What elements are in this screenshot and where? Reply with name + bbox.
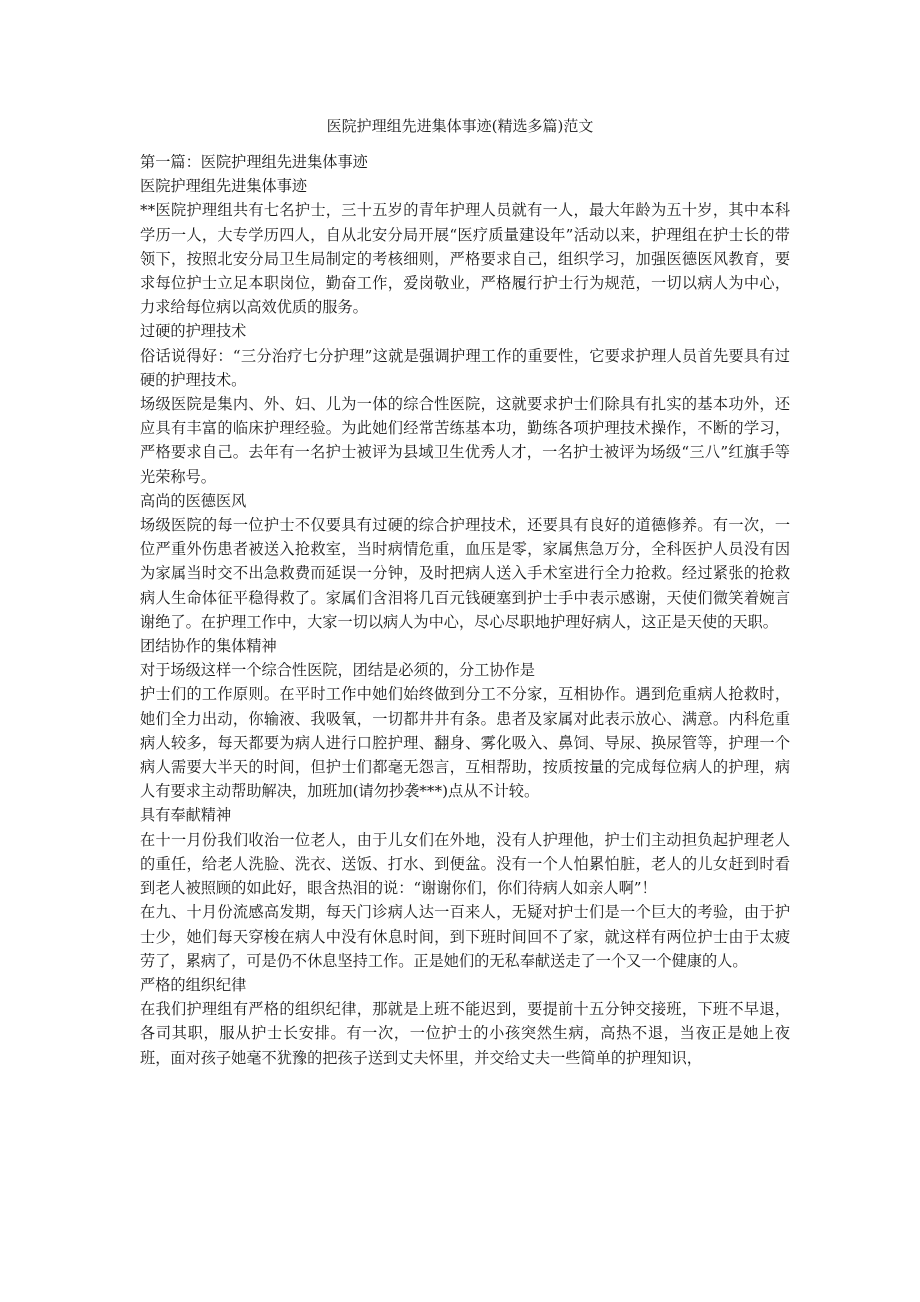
section-heading: 严格的组织纪律: [140, 975, 247, 994]
document-title: 医院护理组先进集体事迹(精选多篇)范文: [326, 117, 594, 135]
body-line: 对于场级这样一个综合性医院，团结是必须的，分工协作是: [140, 661, 535, 680]
body-paragraph: **医院护理组共有七名护士，三十五岁的青年护理人员就有一人，最大年龄为五十岁，其中本科学历一人，大专学历四人，自从北安分局开展“医疗质量建设年”活动以来，护理组在护士长的带领下，按照北安分局卫生局制定的考核细则，严格要求自己，组织学习，加强医德医风教育，要求每位护士立足本职岗位，勤奋工作，爱岗敬业，严格履行护士行为规范，一切以病人为中心，力求给每位病以高效优质的服务。: [140, 201, 790, 317]
section-heading: 具有奉献精神: [140, 806, 232, 825]
body-paragraph: 在十一月份我们收治一位老人，由于儿女们在外地，没有人护理他，护士们主动担负起护理老人的重任，给老人洗脸、洗衣、送饭、打水、到便盆。没有一个人怕累怕脏，老人的儿女赶到时看到老人被照顾的如此好，眼含热泪的说：“谢谢你们，你们待病人如亲人啊”！: [140, 830, 790, 898]
body-paragraph: 俗话说得好：“三分治疗七分护理”这就是强调护理工作的重要性，它要求护理人员首先要具有过硬的护理技术。: [140, 346, 790, 389]
body-paragraph: 场级医院的每一位护士不仅要具有过硬的综合护理技术，还要具有良好的道德修养。有一次，一位严重外伤患者被送入抢救室，当时病情危重，血压是零，家属焦急万分，全科医护人员没有因为家属当时交不出急救费而延误一分钟，及时把病人送入手术室进行全力抢救。经过紧张的抢救病人生命体征平稳得救了。家属们含泪将几百元钱硬塞到护士手中表示感谢，天使们微笑着婉言谢绝了。在护理工作中，大家一切以病人为中心，尽心尽职地护理好病人，这正是天使的天职。: [140, 516, 790, 631]
section-heading: 医院护理组先进集体事迹: [140, 177, 308, 196]
body-paragraph: 在我们护理组有严格的组织纪律，那就是上班不能迟到，要提前十五分钟交接班，下班不早退，各司其职，服从护士长安排。有一次，一位护士的小孩突然生病，高热不退，当夜正是她上夜班，面对孩子她毫不犹豫的把孩子送到丈夫怀里，并交给丈夫一些简单的护理知识，: [140, 1000, 790, 1067]
body-paragraph: 场级医院是集内、外、妇、儿为一体的综合性医院，这就要求护士们除具有扎实的基本功外，还应具有丰富的临床护理经验。为此她们经常苦练基本功，勤练各项护理技术操作，不断的学习，严格要求自己。去年有一名护士被评为县域卫生优秀人才，一名护士被评为场级“三八”红旗手等光荣称号。: [140, 395, 790, 486]
section-heading: 高尚的医德医风: [140, 491, 247, 510]
document-body: [140, 150, 790, 1070]
body-paragraph: 护士们的工作原则。在平时工作中她们始终做到分工不分家，互相协作。遇到危重病人抢救时，她们全力出动，你输液、我吸氧，一切都井井有条。患者及家属对此表示放心、满意。内科危重病人较多，每天都要为病人进行口腔护理、翻身、雾化吸入、鼻饲、导尿、换尿管等，护理一个病人需要大半天的时间，但护士们都毫无怨言，互相帮助，按质按量的完成每位病人的护理，病人有要求主动帮助解决，加班加(请勿抄袭***)点从不计较。: [140, 685, 790, 801]
section-heading: 第一篇：医院护理组先进集体事迹: [140, 153, 368, 171]
section-heading: 团结协作的集体精神: [140, 637, 277, 656]
section-heading: 过硬的护理技术: [140, 322, 247, 341]
body-paragraph: 在九、十月份流感高发期，每天门诊病人达一百来人，无疑对护士们是一个巨大的考验，由于护士少，她们每天穿梭在病人中没有休息时间，到下班时间回不了家，就这样有两位护士由于太疲劳了，累病了，可是仍不休息坚持工作。正是她们的无私奉献送走了一个又一个健康的人。: [140, 903, 790, 970]
